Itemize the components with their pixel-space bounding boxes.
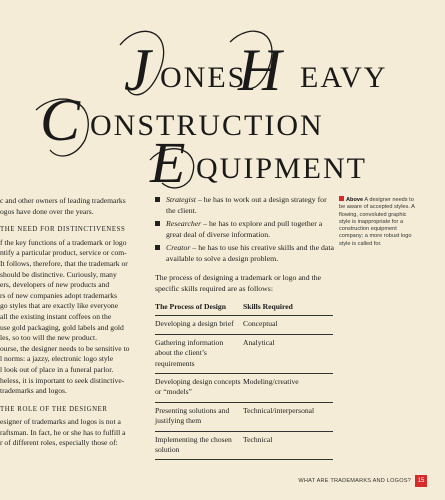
role-bullet: Creator – he has to use his creative skills and the data available to solve a design problem. [155,242,335,264]
table-row [155,334,333,373]
logo-initial-c: C [40,87,81,153]
left-column [0,196,144,449]
skill-cell: Conceptual [243,316,333,334]
process-cell: Gathering information about the client’s requirements [155,334,243,373]
logo-word-onstruction: ONSTRUCTION [90,109,324,142]
table-row [155,402,333,431]
body-line: all the existing instant coffees on the [0,311,112,321]
process-cell: Developing a design brief [155,316,243,334]
body-line: l norms: a jazzy, electronic logo style [0,354,114,364]
table-row [155,374,333,403]
section-heading: THE ROLE OF THE DESIGNER [0,405,108,413]
body-line: raftsman. In fact, he or she has to fulfill a [0,427,126,437]
skill-cell: Modeling/creative [243,374,333,403]
roles-list [155,194,335,264]
body-line: trademarks and logos. [0,386,67,396]
logo-word-quipment: QUIPMENT [196,152,367,185]
role-bullet: Strategist – he has to work out a design strategy for the client. [155,194,335,216]
table-row [155,431,333,460]
caption-marker-icon [339,196,344,201]
body-line: use gold packaging, gold labels and gold [0,322,124,332]
body-line: should be distinctive. Curiously, many [0,269,117,279]
body-line: ourse, the designer needs to be sensitive to [0,343,130,353]
body-line: go styles that are exactly like everyone [0,301,119,311]
page-number: 15 [415,475,427,487]
process-intro: The process of designing a trademark or logo and the specific skills required are as follows: [155,273,322,293]
logo-initial-e: E [150,130,186,190]
body-line: rs of new companies adopt trademarks [0,290,118,300]
process-cell: Developing design concepts or “models” [155,374,243,403]
column-header: The Process of Design [155,302,243,316]
section-heading: THE NEED FOR DISTINCTIVENESS [0,226,126,234]
body-line: l look out of place in a funeral parlor. [0,364,114,374]
logo-initial-j: J [124,37,151,103]
caption-text: A designer needs to be aware of accepted styles. A flowing, convoluted graphic style is inappropriate for a construction equipment company; a more robust logo style is called for. [339,197,415,247]
table-header-row [155,302,333,316]
skill-cell: Analytical [243,334,333,373]
body-line: les, so too will the new product. [0,333,98,343]
body-line: esigner of trademarks and logos is not a [0,417,121,427]
intro-line: ogos have done over the years. [0,206,94,216]
logo-artwork [0,0,445,190]
caption-label: Above [346,197,364,203]
table-row [155,316,333,334]
middle-column [155,194,335,460]
body-line: ntify a particular product, service or com- [0,248,127,258]
body-line: f the key functions of a trademark or logo [0,237,127,247]
body-line: It follows, therefore, that the trademark or [0,258,128,268]
image-caption [339,196,419,248]
body-line: ers, developers of new products and [0,280,110,290]
logo-word-ones: ONES [160,61,247,94]
process-cell: Presenting solutions and justifying them [155,402,243,431]
intro-line: c and other owners of leading trademarks [0,196,126,205]
skill-cell: Technical/interpersonal [243,402,333,431]
body-line: r of different roles, especially those of: [0,438,118,448]
logo-initial-h: H [238,37,282,103]
running-footer: WHAT ARE TRADEMARKS AND LOGOS? [298,478,411,484]
body-line: heless, it is important to seek distinctive- [0,375,125,385]
role-bullet: Researcher – he has to explore and pull together a great deal of diverse information. [155,218,335,240]
process-skills-table [155,302,333,460]
skill-cell: Technical [243,431,333,460]
logo-word-eavy: EAVY [300,61,388,94]
column-header: Skills Required [243,302,333,316]
process-cell: Implementing the chosen solution [155,431,243,460]
